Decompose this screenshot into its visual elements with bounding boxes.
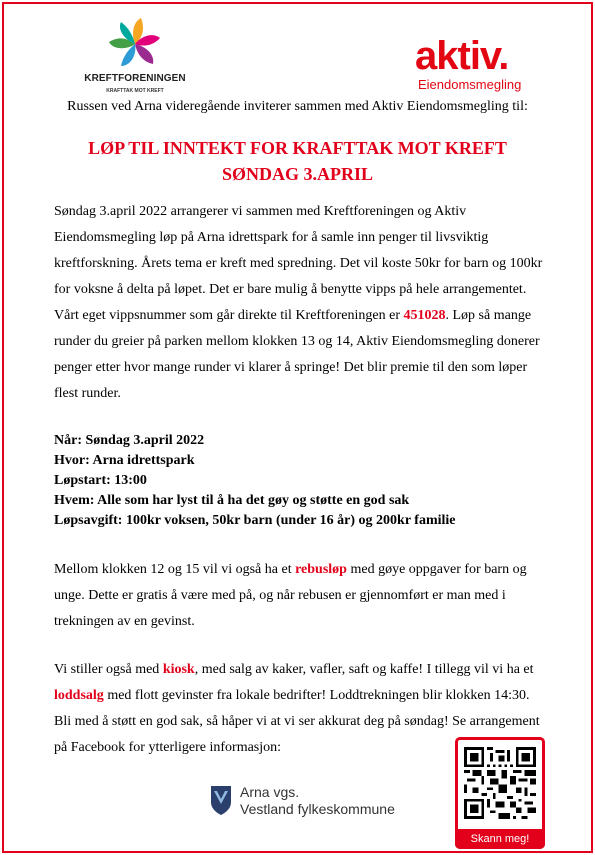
description-paragraph — [54, 199, 546, 407]
vestland-shield-icon — [209, 784, 233, 816]
kreftforeningen-tagline: KRAFTTAK MOT KREFT — [106, 88, 164, 94]
event-title: LØP TIL INNTEKT FOR KRAFTTAK MOT KREFT — [88, 138, 507, 158]
arna-vgs-logo — [209, 782, 399, 822]
kiosk-text-cont: , med salg av kaker, vafler, saft og kaffe! I tillegg vil vi ha et — [194, 662, 534, 677]
arna-vgs-name: Arna vgs. — [240, 784, 300, 800]
rebus-text-cont: med gøye oppgaver for barn og unge. Dette er gratis å være med på, og når rebusen er gjennomført er man med i trekningen av en gevinst. — [54, 562, 527, 629]
qr-code-icon[interactable] — [464, 747, 536, 819]
kiosk-text-end: med flott gevinster fra lokale bedrifter! Loddtrekningen blir klokken 14:30. Bli med å støtt en god sak, så håper vi at vi ser akkurat deg på søndag! Se arrangement på Facebook for ytterligere informasjon: — [54, 688, 540, 755]
fact-start: Løpstart: 13:00 — [54, 473, 147, 488]
fact-where: Hvor: Arna idrettspark — [54, 453, 195, 468]
kreftforeningen-flower-icon — [107, 16, 163, 72]
fact-when: Når: Søndag 3.april 2022 — [54, 433, 205, 448]
kiosk-text: Vi stiller også med — [54, 662, 160, 677]
vestland-fylkeskommune-name: Vestland fylkeskommune — [240, 801, 395, 817]
fact-fee: Løpsavgift: 100kr voksen, 50kr barn (under 16 år) og 200kr familie — [54, 513, 456, 528]
qr-code-card[interactable] — [455, 737, 545, 849]
kreftforeningen-logo — [80, 16, 190, 100]
kreftforeningen-wordmark: KREFTFORENINGEN — [84, 73, 186, 84]
rebus-text: Mellom klokken 12 og 15 vil vi også ha et — [54, 562, 292, 577]
vipps-number: 451028 — [403, 308, 446, 323]
aktiv-logo — [415, 36, 535, 96]
event-date-title: SØNDAG 3.APRIL — [221, 164, 373, 184]
loddsalg-highlight: loddsalg — [54, 688, 104, 703]
rebus-paragraph — [54, 557, 546, 635]
description-text-cont: . Løp så mange runder du greier på parken mellom klokken 13 og 14, Aktiv Eiendomsmegling donerer penger etter hvor mange runder vi klarer å springe! Det blir premie til den som løper flest runder. — [54, 308, 540, 401]
fact-who: Hvem: Alle som har lyst til å ha det gøy og støtte en god sak — [54, 493, 410, 508]
scan-me-label: Skann meg! — [455, 829, 545, 849]
intro-text: Russen ved Arna videregående inviterer sammen med Aktiv Eiendomsmegling til: — [67, 99, 528, 114]
rebus-highlight: rebusløp — [295, 562, 347, 577]
aktiv-subtitle: Eiendomsmegling — [418, 77, 522, 92]
description-text: Søndag 3.april 2022 arrangerer vi sammen med Kreftforeningen og Aktiv Eiendomsmegling løp på Arna idrettspark for å samle inn penger til livsviktig kreftforskning. Årets tema er kreft med spredning. Det vil koste 50kr for barn og 100kr for voksne å delta på løpet. Det er bare mulig å benytte vipps på hele arrangementet. Vårt eget vippsnummer som går direkte til Kreftforeningen er — [54, 204, 543, 323]
event-facts — [54, 431, 554, 531]
kiosk-highlight: kiosk — [162, 662, 195, 677]
aktiv-wordmark: aktiv. — [415, 34, 509, 78]
